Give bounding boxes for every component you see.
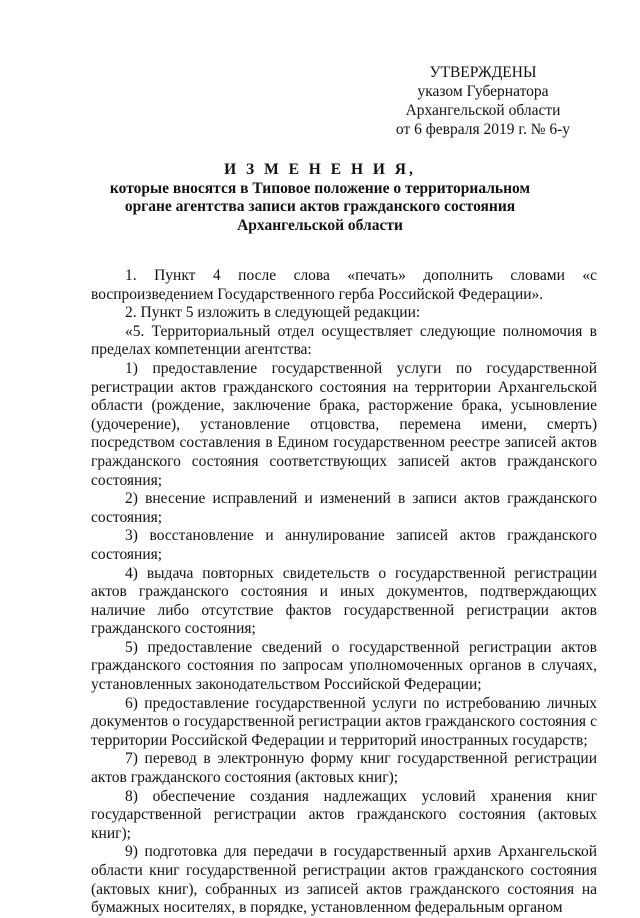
paragraph: 3) восстановление и аннулирование записей актов гражданского состояния; <box>91 527 597 563</box>
paragraph: 1) предоставление государственной услуги по государственной регистрации актов гражданского состояния на территории Архангельской области (рождение, заключение брака, расторжение брака, усыновление (удочерение), установление отцовства, перемена имени, смерть) посредством составления в Едином государственном реестре записей актов гражданского состояния соответствующих записей актов гражданского состояния; <box>91 359 597 489</box>
paragraph: 8) обеспечение создания надлежащих условий хранения книг государственной регистрации актов гражданского состояния (актовых книг); <box>91 787 597 842</box>
heading-line: которые вносятся в Типовое положение о территориальном <box>109 179 531 197</box>
approval-line: УТВЕРЖДЕНЫ <box>429 64 537 81</box>
approval-line: указом Губернатора <box>417 83 549 100</box>
paragraph: 6) предоставление государственной услуги по истребованию личных документов о государственной регистрации актов гражданского состояния с территории Российской Федерации и территорий иностранных государств; <box>91 694 597 749</box>
paragraph: 2. Пункт 5 изложить в следующей редакции: <box>125 304 421 322</box>
paragraph: 7) перевод в электронную форму книг государственной регистрации актов гражданского состояния (актовых книг); <box>91 750 597 787</box>
heading-line: органе агентства записи актов гражданского состояния <box>124 198 516 215</box>
heading-line: Архангельской области <box>237 216 403 234</box>
document-body <box>91 267 597 918</box>
approval-line: от 6 февраля 2019 г. № 6-у <box>395 121 571 138</box>
paragraph: «5. Территориальный отдел осуществляет следующие полномочия в пределах компетенции агентства: <box>91 322 597 359</box>
paragraph: 5) предоставление сведений о государственной регистрации актов гражданского состояния по запросам уполномоченных органов в случаях, установленных законодательством Российской Федерации; <box>91 638 597 694</box>
document-heading <box>70 161 570 235</box>
paragraph: 9) подготовка для передачи в государственный архив Архангельской области книг государственной регистрации актов гражданского состояния (актовых книг), собранных из записей актов гражданского состояния на бумажных носителях, в порядке, установленном федеральным органом <box>91 843 597 917</box>
approval-line: Архангельской области <box>405 102 561 119</box>
paragraph: 4) выдача повторных свидетельств о государственной регистрации актов гражданского состояния и иных документов, подтверждающих наличие либо отсутствие фактов государственной регистрации актов гражданского состояния; <box>91 564 597 638</box>
document-title: И З М Е Н Е Н И Я, <box>224 161 416 178</box>
paragraph: 1. Пункт 4 после слова «печать» дополнить словами «с воспроизведением Государственного герба Российской Федерации». <box>91 267 597 303</box>
approval-stamp <box>383 63 583 139</box>
paragraph: 2) внесение исправлений и изменений в записи актов гражданского состояния; <box>91 490 597 526</box>
